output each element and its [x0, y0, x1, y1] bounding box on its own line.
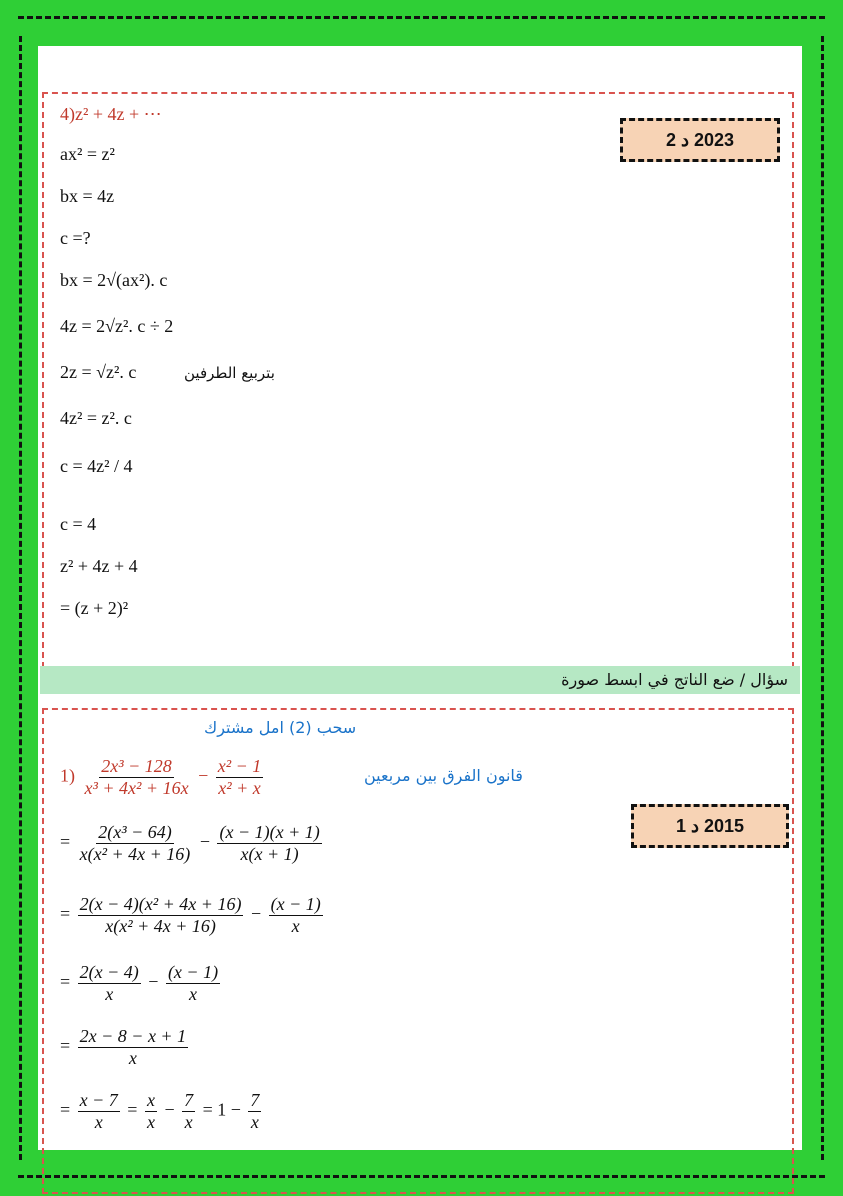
step-line: = $\frac{\text{2(x³ − 64)}}{\text{x(x² + 4x + 16)}}$ − $\frac{(x - 1)(x + 1)}{x(x + 1)}$ — [60, 822, 320, 864]
worksheet-page — [38, 46, 802, 1150]
solution-box-1 — [42, 92, 794, 678]
step-line: = (z + 2)² — [60, 598, 129, 618]
step-line: bx = 2√(ax²). c — [60, 270, 168, 290]
exam-year-badge: 2023 د 2 — [620, 118, 780, 162]
question-expression: 1) $\frac{\text{2x³ − 128}}{\text{x³ + 4x² + 16x}}$ − $\frac{\text{x² − 1}}{\text{x² + x}}$ — [60, 756, 262, 798]
step-line: 4z = 2√z². c ÷ 2 — [60, 316, 174, 336]
exam-year-badge: 2015 د 1 — [631, 804, 789, 848]
step-line: z² + 4z + 4 — [60, 556, 138, 576]
step-line: bx = 4z — [60, 186, 115, 206]
step-line: = $\frac{2x - 8 - x + 1}{x}$ — [60, 1026, 187, 1068]
difference-of-squares-note: قانون الفرق بين مربعين — [364, 766, 523, 785]
step-line: 4z² = z². c — [60, 408, 132, 428]
frame-left-border — [19, 36, 22, 1160]
step-line: ax² = z² — [60, 144, 115, 164]
step-line: c = 4z² / 4 — [60, 456, 133, 476]
frame-top-border — [18, 16, 825, 19]
step-line: 2z = √z². c — [60, 362, 137, 382]
common-factor-note: سحب (2) امل مشترك — [204, 718, 357, 737]
question-number: 1) — [60, 765, 75, 786]
question-band: سؤال / ضع الناتج في ابسط صورة — [40, 666, 800, 694]
problem-heading: 4)z² + 4z + ⋯ — [60, 104, 162, 124]
squaring-note: بتربيع الطرفين — [184, 364, 275, 382]
step-line: = $\frac{x - 7}{x}$ = $\frac{x}{x}$ − $\frac{7}{x}$ = 1 − $\frac{7}{x}$ — [60, 1090, 260, 1132]
fraction: $\frac{\text{x² − 1}}{\text{x² + x}}$ — [217, 756, 262, 798]
step-line: c = 4 — [60, 514, 97, 534]
fraction: $\frac{\text{2x³ − 128}}{\text{x³ + 4x² + 16x}}$ — [84, 756, 189, 798]
frame-right-border — [821, 36, 824, 1160]
step-line: c =? — [60, 228, 91, 248]
step-line: = $\frac{\text{2(x − 4)(x² + 4x + 16)}}{\text{x(x² + 4x + 16)}}$ − $\frac{(x - 1)}{x}$ — [60, 894, 321, 936]
solution-box-2 — [42, 708, 794, 1194]
step-line: = $\frac{2(x - 4)}{x}$ − $\frac{(x - 1)}{x}$ — [60, 962, 219, 1004]
